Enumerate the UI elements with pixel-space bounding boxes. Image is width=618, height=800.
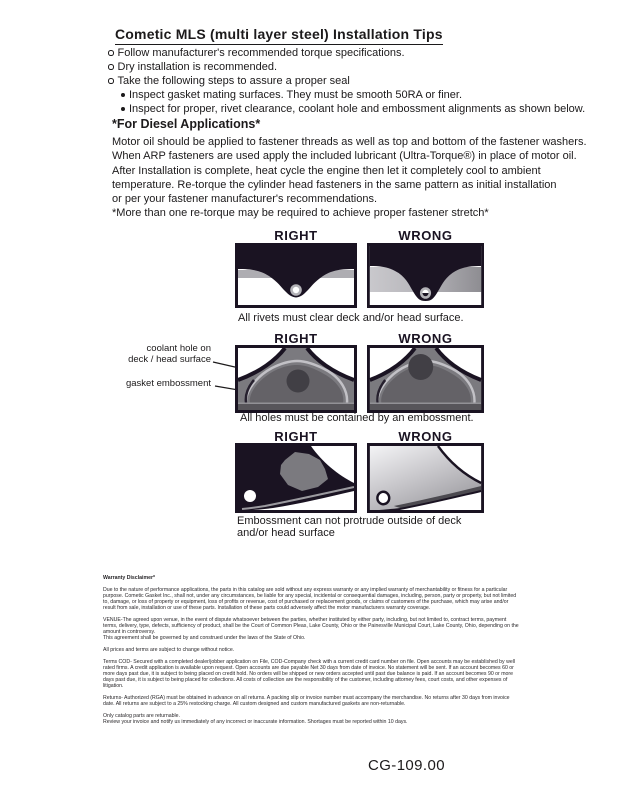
bullet-item [108,74,585,88]
right-label: RIGHT [274,429,318,444]
bullet-item [108,46,585,60]
deck-bottom-strip [238,404,354,410]
coolant-hole [287,370,310,393]
right-label: RIGHT [274,331,318,346]
open-bullet-icon [108,78,114,84]
embossment-wrong-diagram [367,345,484,413]
venue-governing-law-line: This agreement shall be governed by and construed under the laws of the State of Ohio. [103,635,306,641]
warranty-paragraph: Due to the nature of performance applications, the parts in this catalog are sold without any express warranty or any implied warranty of merchantability or fitness for a particular purpose. Cometic Gasket Inc., shall not, under any circumstances, be liable for any special, incidental or consequential damages, including, person, party or property, but not limited to, damage, or loss of property or equipment, loss of profits or revenue, cost of purchased or replacement goods, or claims of customers of the purchase, which may arise and/or result from sale, installation or use of these parts. Installation of these parts could adversely affect the motor manufacturers warranty coverage. [103,587,517,611]
paragraph-line: After Installation is complete, heat cycle the engine then let it completely cool to ambient [112,165,541,177]
paragraph-line: Motor oil should be applied to fastener threads as well as top and bottom of the fastener washers. [112,136,587,148]
prices-notice: All prices and terms are subject to change without notice. [103,647,235,653]
dot-bullet-icon [121,93,125,97]
deck-edge-line [370,403,481,405]
callout-line: coolant hole on [146,343,211,354]
paragraph-line: When ARP fasteners are used apply the included lubricant (Ultra-Torque®) in place of motor oil. [112,150,577,162]
callout-line: deck / head surface [128,354,211,365]
wrong-label: WRONG [398,429,453,444]
diesel-paragraph-1 [112,135,587,163]
embossment-right-diagram [235,345,357,413]
row1-caption: All rivets must clear deck and/or head surface. [238,312,464,324]
rivet-icon [418,286,432,301]
paragraph-line: or per your fastener manufacturer's recommendations. [112,193,377,205]
rivet-wrong-diagram [367,243,484,308]
page-number: CG-109.00 [368,757,445,774]
paragraph-line: temperature. Re-torque the cylinder head fasteners in the same pattern as initial installation [112,179,557,191]
deck-edge-line [238,403,354,405]
returns-paragraph: Returns- Authorized (RGA) must be obtained in advance on all returns. A packing slip or invoice number must accompany the merchandise. No returns after 30 days from invoice date. All returns are subject to a 25% restocking charge. All custom designed and custom manufactured gaskets are non-returnable. [103,695,510,707]
caption-line: Embossment can not protrude outside of deck [237,515,462,527]
open-bullet-icon [108,64,114,70]
sub-bullet-item [121,102,585,116]
callout-gasket-embossment-label: gasket embossment [125,378,211,389]
bullet-item [108,60,585,74]
protrude-wrong-diagram [367,443,484,513]
legal-footer [103,575,519,725]
protrude-right-diagram [235,443,357,513]
bolt-hole [377,492,389,504]
diesel-heading: *For Diesel Applications* [112,117,261,131]
row2-caption: All holes must be contained by an embossment. [240,412,474,424]
right-label: RIGHT [274,228,318,243]
deck-bottom-strip [370,404,481,410]
warranty-disclaimer-heading: Warranty Disclaimer* [103,575,155,581]
terms-cod-paragraph: Terms COD- Secured with a completed dealer/jobber application on File, COD-Company check with a current credit card number on file. Open accounts may be established by well rated firms. A credit application is available upon request. Open accounts are due payable Net 30 days from date of invoice. No statement will be sent. If an account becomes 60 or more days past due, it is subject to being placed on credit hold. No orders will be shipped or new orders accepted until past due balance is paid. If an account becomes 90 or more days past due, it is subject to being placed for collections. All costs of collection are the responsibility of the customer, including attorney fees, court costs, and other expenses of litigation. [103,659,516,689]
dot-bullet-icon [121,107,125,111]
tips-bullet-list [108,46,585,116]
sub-bullet-item [121,88,585,102]
sub-bullet-text: Inspect gasket mating surfaces. They must be smooth 50RA or finer. [129,89,463,101]
caption-line: and/or head surface [237,526,335,539]
catalog-parts-line: Only catalog parts are returnable. [103,713,180,719]
review-invoice-line: Review your invoice and notify us immediately of any incorrect or inaccurate information. Shortages must be reported within 10 days. [103,719,408,725]
wrong-label: WRONG [398,228,453,243]
diesel-paragraph-2 [112,164,557,206]
bullet-text: Dry installation is recommended. [117,61,278,73]
rivet-right-diagram [235,243,357,308]
sub-bullet-text: Inspect for proper, rivet clearance, coolant hole and embossment alignments as shown below. [129,103,586,115]
bullet-text: Follow manufacturer's recommended torque specifications. [117,47,405,59]
venue-paragraph: VENUE-The agreed upon venue, in the event of dispute whatsoever between the parties, whether instituted by either party, including, but not limited to, contract terms, payment terms, delivery, type, defects, sufficiency of product, shall be the Court of Common Pleas, Lake County, Ohio or the Painesville Municipal Court, Lake County, Ohio, depending on the amount in controversy. [103,617,519,635]
bullet-text: Take the following steps to assure a proper seal [117,75,350,87]
coolant-hole [408,354,433,380]
row3-caption [237,516,461,539]
bolt-hole [244,490,256,502]
page-title: Cometic MLS (multi layer steel) Installation Tips [115,26,443,45]
wrong-label: WRONG [398,331,453,346]
rivet-icon [289,283,304,298]
retorque-note: *More than one re-torque may be required to achieve proper fastener stretch* [112,207,489,219]
open-bullet-icon [108,50,114,56]
